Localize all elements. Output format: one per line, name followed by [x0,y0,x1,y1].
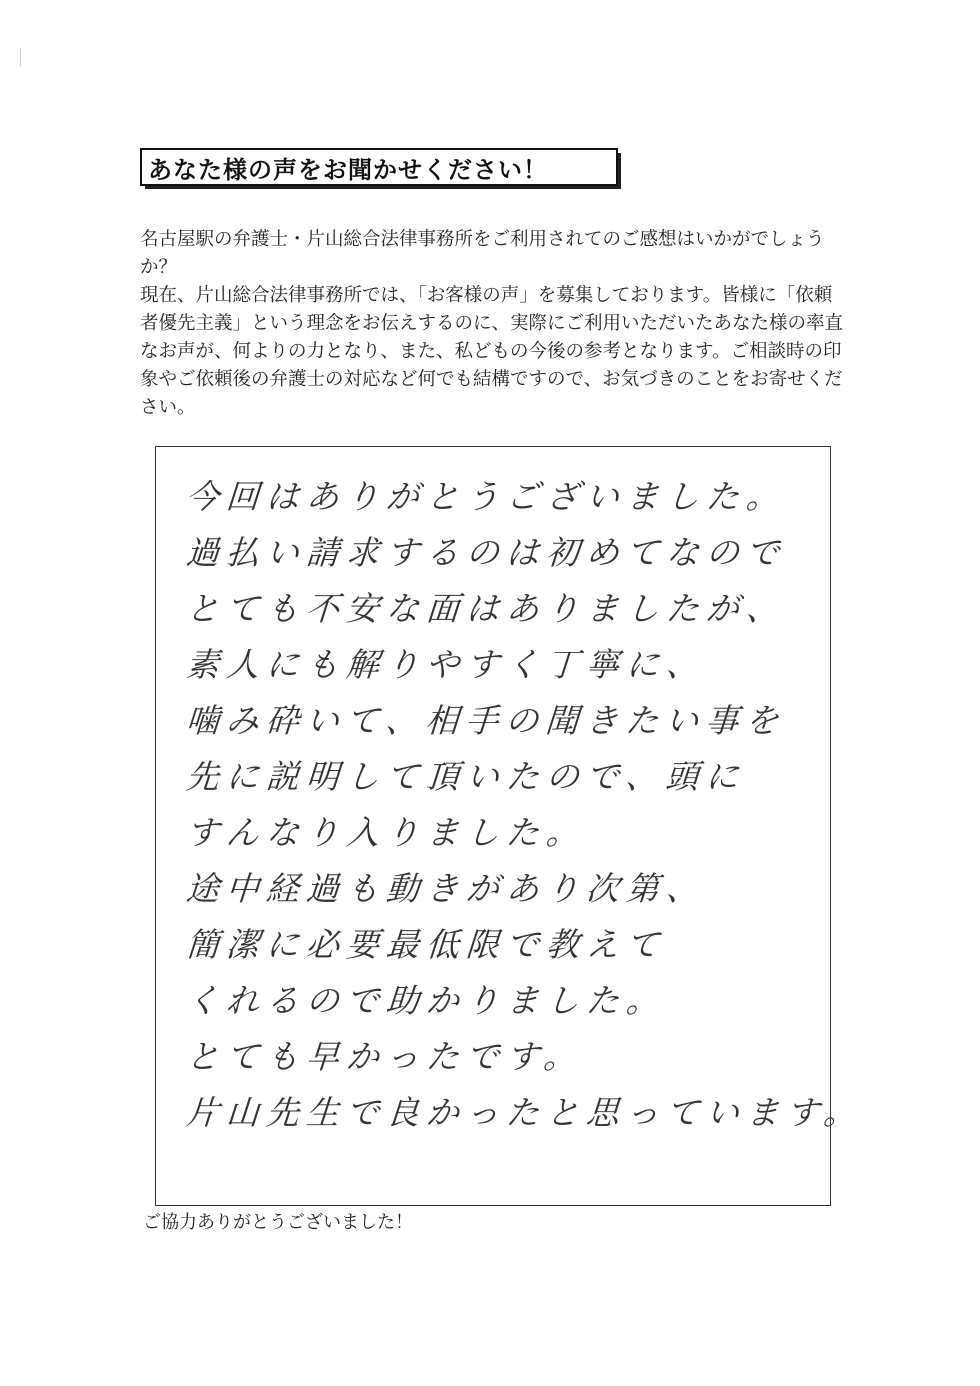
handwritten-line: 噛み砕いて、相手の聞きたい事を [184,701,787,740]
handwritten-line: 先に説明して頂いたので、頭に [184,757,747,796]
margin-mark [20,48,21,66]
handwritten-line: くれるので助かりました。 [184,981,668,1020]
handwritten-line: 過払い請求するのは初めてなので [184,533,788,572]
title-banner [140,148,620,188]
handwritten-line: すんなり入りました。 [184,813,588,852]
handwritten-line: 今回はありがとうございました。 [184,477,788,516]
thanks-message: ご協力ありがとうございました！ [143,1212,413,1233]
intro-paragraph [140,226,845,422]
handwritten-line: とても早かったです。 [184,1037,585,1076]
page-title: あなた様の声をお聞かせください！ [148,155,548,184]
intro-text: 名古屋駅の弁護士・片山総合法律事務所をご利用されてのご感想はいかがでしょうか？ 現在、片山総合法律事務所では、「お客様の声」を募集しております。皆様に「依頼者優先主義」という理念をお伝えするのに、実際にご利用いただいたあなた様の率直なお声が、何よりの力となり、また、私どもの今後の参考となります。ご相談時の印象やご依頼後の弁護士の対応など何でも結構ですので、お気づきのことをお寄せください。 [140,229,844,418]
handwritten-lines [184,469,865,1141]
handwritten-line: 簡潔に必要最低限で教えて [184,925,668,964]
handwritten-line: 途中経過も動きがあり次第、 [184,869,708,908]
handwritten-line: 片山先生で良かったと思っています。 [184,1093,865,1132]
handwritten-line: 素人にも解りやすく丁寧に、 [184,645,708,684]
handwritten-line: とても不安な面はありましたが、 [184,589,788,628]
title-box [140,148,618,186]
handwritten-comment-box [155,446,865,1206]
